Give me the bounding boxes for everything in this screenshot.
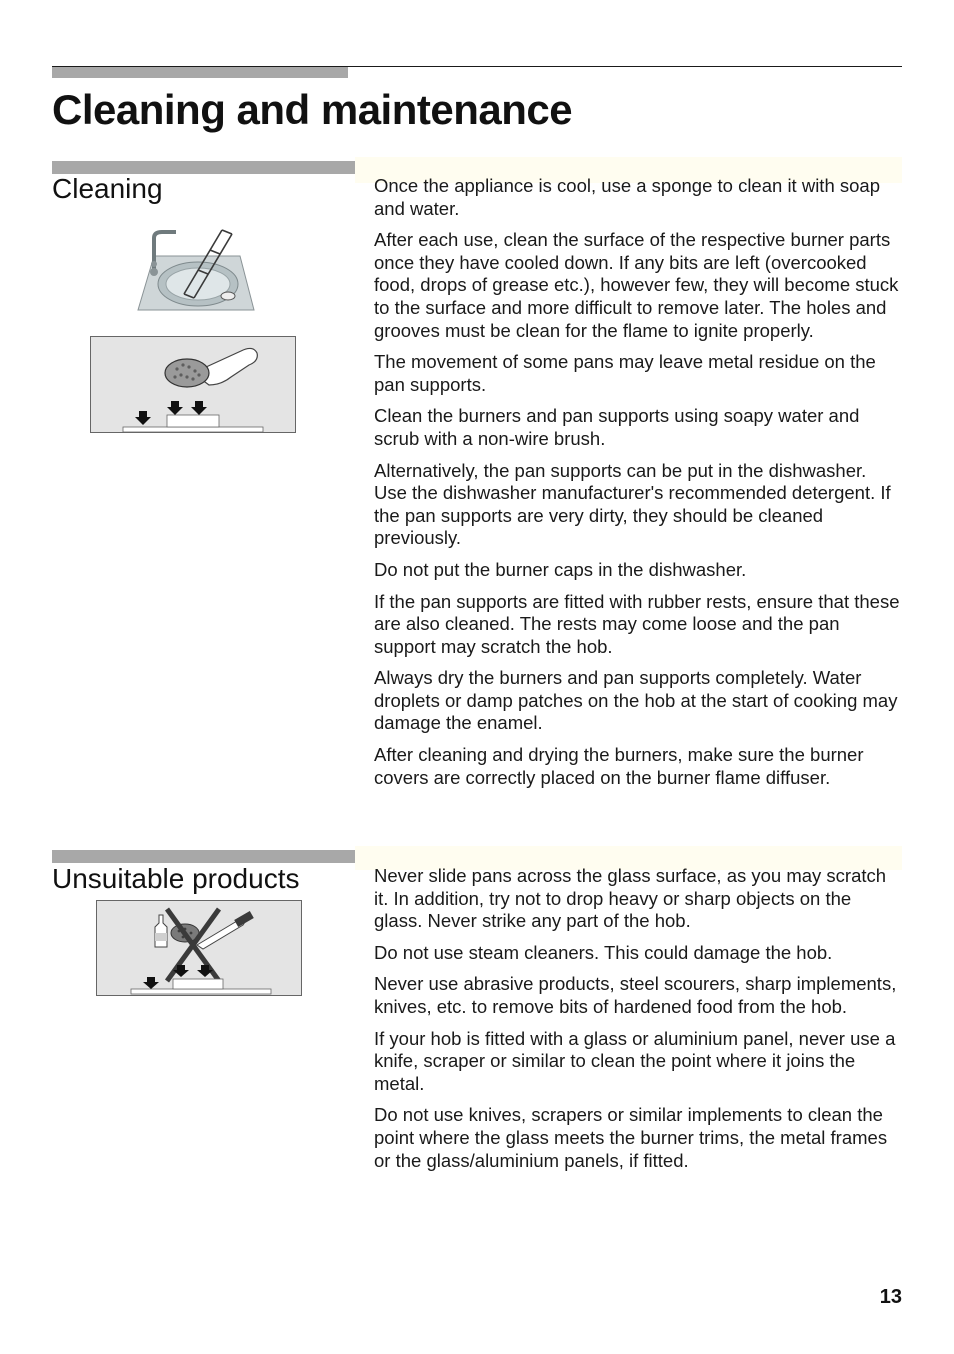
cleaning-paragraph: If the pan supports are fitted with rubber rests, ensure that these are also cleaned. The rests may come loose and the pan support may scratch the hob. xyxy=(374,590,900,657)
unsuitable-text xyxy=(374,865,904,1181)
unsuitable-heading: Unsuitable products xyxy=(52,863,300,894)
page-number: 13 xyxy=(879,1286,902,1308)
unsuitable-paragraph: Do not use knives, scrapers or similar implements to clean the point where the glass meets the burner trims, the metal frames or the glass/aluminium panels, if fitted. xyxy=(374,1104,888,1171)
cleaning-paragraph: Alternatively, the pan supports can be put in the dishwasher. Use the dishwasher manufacturer's recommended detergent. If the pan supports are very dirty, they should be cleaned previously. xyxy=(374,459,891,549)
unsuitable-section-bar xyxy=(52,850,355,863)
sponge-cleaning-icon xyxy=(90,336,296,433)
unsuitable-paragraph: Never use abrasive products, steel scourers, sharp implements, knives, etc. to remove bits of hardened food from the hob. xyxy=(374,973,897,1017)
cleaning-paragraph: Once the appliance is cool, use a sponge to clean it with soap and water. xyxy=(374,175,880,219)
dishwasher-sink-icon xyxy=(136,226,256,312)
page-title: Cleaning and maintenance xyxy=(52,86,573,133)
unsuitable-paragraph: If your hob is fitted with a glass or aluminium panel, never use a knife, scraper or similar to clean the point where it joins the metal. xyxy=(374,1027,896,1094)
top-rule-bar xyxy=(52,67,348,78)
cleaning-paragraph: Always dry the burners and pan supports completely. Water droplets or damp patches on the hob at the start of cooking may damage the enamel. xyxy=(374,667,898,734)
cleaning-paragraph: Clean the burners and pan supports using soapy water and scrub with a non-wire brush. xyxy=(374,405,860,449)
unsuitable-products-crossed-icon xyxy=(96,900,302,996)
unsuitable-paragraph: Never slide pans across the glass surface, as you may scratch it. In addition, try not to drop heavy or sharp objects on the glass. Never strike any part of the hob. xyxy=(374,865,887,932)
cleaning-paragraph: The movement of some pans may leave metal residue on the pan supports. xyxy=(374,351,876,395)
cleaning-text xyxy=(374,175,904,798)
cleaning-heading: Cleaning xyxy=(52,173,163,204)
cleaning-paragraph: After each use, clean the surface of the respective burner parts once they have cooled down. If any bits are left (overcooked food, drops of grease etc.), however few, they will become stuck to the surface and more difficult to remove later. The holes and grooves must be clean for the flame to ignite properly. xyxy=(374,229,899,341)
unsuitable-paragraph: Do not use steam cleaners. This could damage the hob. xyxy=(374,941,833,963)
cleaning-paragraph: After cleaning and drying the burners, make sure the burner covers are correctly placed on the burner flame diffuser. xyxy=(374,744,864,788)
cleaning-paragraph: Do not put the burner caps in the dishwasher. xyxy=(374,558,747,580)
